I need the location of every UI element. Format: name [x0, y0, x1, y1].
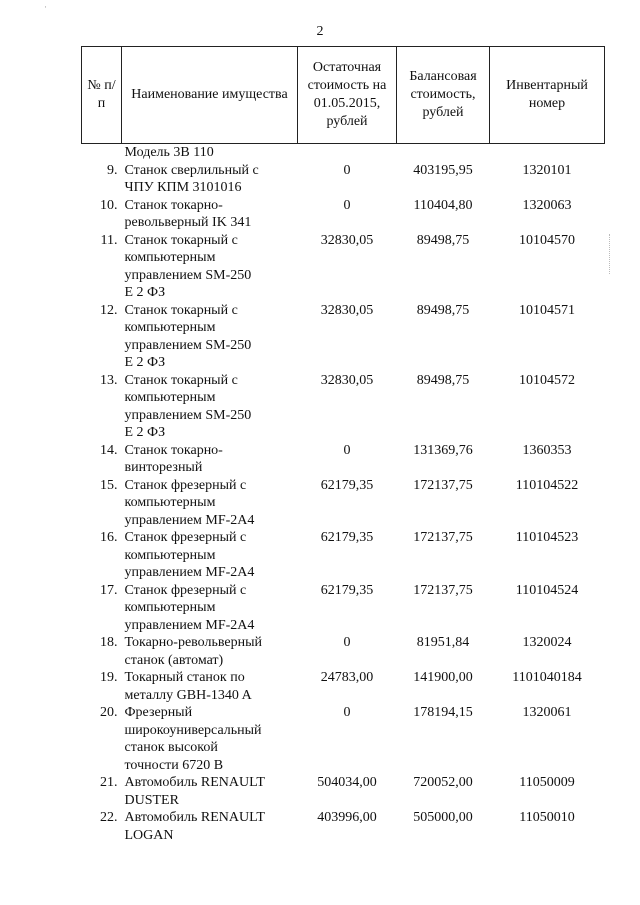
item-name: [122, 232, 298, 302]
table-row: [82, 774, 605, 809]
residual-value: 24783,00: [320, 670, 374, 685]
item-name-line: Станок фрезерный с: [124, 477, 247, 493]
row-number: 21.: [100, 775, 118, 790]
residual-value: 32830,05: [320, 372, 374, 388]
balance-value: 178194,15: [413, 705, 473, 720]
table-row: [82, 232, 605, 302]
inventory-number: 110104524: [515, 582, 579, 598]
item-name-line: Станок токарный с: [124, 232, 238, 248]
item-name-line: E 2 ФЗ: [124, 285, 166, 300]
row-number: 22.: [100, 810, 118, 825]
item-name-line: компьютерным: [124, 250, 216, 265]
balance-value: 141900,00: [413, 670, 473, 685]
balance-value: 89498,75: [416, 302, 470, 318]
item-name-line: управлением MF-2A4: [124, 512, 255, 528]
table-row: [82, 442, 605, 477]
balance-value: 172137,75: [413, 582, 473, 598]
item-name: [122, 529, 298, 582]
item-name-line: Станок фрезерный с: [124, 582, 247, 598]
residual-value: 0: [343, 635, 351, 650]
item-name-line: ЧПУ КПМ 3101016: [124, 180, 242, 195]
table-header-row: [82, 47, 605, 144]
balance-value: 89498,75: [416, 232, 470, 248]
inventory-number: 110104522: [515, 477, 579, 493]
residual-value: 62179,35: [320, 530, 374, 545]
residual-value: 403996,00: [317, 810, 377, 825]
inventory-table: [81, 46, 605, 844]
item-name-line: Автомобиль RENAULT: [124, 775, 265, 790]
balance-value: 720052,00: [413, 775, 473, 790]
item-name: [122, 582, 298, 635]
balance-value: 110404,80: [413, 197, 473, 213]
item-name-line: Станок токарный с: [124, 372, 238, 388]
item-name-line: Станок токарно-: [124, 197, 223, 213]
item-name-line: Станок сверлильный с: [124, 162, 259, 178]
scan-speck: ·: [44, 2, 47, 12]
item-name-line: компьютерным: [124, 320, 216, 335]
row-number: 11.: [100, 232, 118, 248]
residual-value: 32830,05: [320, 302, 374, 318]
table-container: [81, 46, 605, 844]
item-name-line: управлением MF-2A4: [124, 565, 255, 580]
balance-value: 403195,95: [413, 162, 473, 178]
item-name-line: компьютерным: [124, 390, 216, 405]
inventory-number: 10104571: [519, 302, 575, 318]
residual-value: 62179,35: [320, 477, 374, 493]
page-number: 2: [316, 24, 324, 39]
col-header-residual-value: Остаточная стоимость на 01.05.2015, рублей: [298, 47, 397, 144]
item-name: [122, 669, 298, 704]
balance-value: 172137,75: [413, 477, 473, 493]
item-name-line: револьверный IK 341: [124, 215, 252, 230]
item-name-line: управлением SM-250: [124, 267, 252, 283]
residual-value: 0: [343, 705, 351, 720]
inventory-number: 1320061: [522, 705, 572, 720]
inventory-number: 110104523: [515, 530, 579, 545]
col-header-balance-value: Балансовая стоимость, рублей: [397, 47, 490, 144]
inventory-number: 11050010: [519, 810, 575, 825]
item-name-line: Токарный станок по: [124, 670, 245, 685]
item-name-line: винторезный: [124, 460, 203, 475]
item-name: [122, 372, 298, 442]
item-name-line: станок (автомат): [124, 652, 224, 668]
inventory-number: 1320063: [522, 197, 572, 213]
item-name-line: Токарно-револьверный: [124, 635, 263, 650]
table-row: [82, 582, 605, 635]
residual-value: 0: [343, 197, 351, 213]
item-name: [122, 197, 298, 232]
col-header-number: № п/п: [82, 47, 122, 144]
balance-value: 505000,00: [413, 810, 473, 825]
item-name-line: E 2 ФЗ: [124, 355, 166, 370]
item-name-line: управлением SM-250: [124, 407, 252, 423]
row-number: 15.: [100, 477, 118, 493]
balance-value: 89498,75: [416, 372, 470, 388]
balance-value: 131369,76: [413, 442, 473, 458]
table-row: [82, 704, 605, 774]
item-name-line: E 2 ФЗ: [124, 425, 166, 440]
item-name-line: компьютерным: [124, 495, 216, 510]
item-name-line: металлу GBH-1340 A: [124, 687, 252, 703]
item-name: [122, 809, 298, 844]
row-number: 19.: [100, 670, 118, 685]
item-name-line: Фрезерный: [124, 705, 193, 720]
table-row: [82, 529, 605, 582]
inventory-number: 1101040184: [512, 670, 582, 685]
item-name-line: Станок токарно-: [124, 442, 223, 458]
table-row: [82, 372, 605, 442]
item-name: [122, 442, 298, 477]
table-row: [82, 302, 605, 372]
item-name-line: компьютерным: [124, 600, 216, 615]
row-number: 10.: [100, 197, 118, 213]
table-row: [82, 809, 605, 844]
item-name-line: DUSTER: [124, 792, 179, 808]
item-name-line: управлением MF-2A4: [124, 617, 255, 633]
item-name-line: широкоуниверсальный: [124, 722, 262, 738]
col-header-inventory-number: Инвентарный номер: [490, 47, 605, 144]
row-number: 18.: [100, 635, 118, 650]
residual-value: 0: [343, 162, 351, 178]
table-row: [82, 197, 605, 232]
item-name-line: LOGAN: [124, 827, 174, 843]
row-number: 9.: [107, 162, 118, 178]
item-name-line: Автомобиль RENAULT: [124, 810, 265, 825]
table-body: [82, 144, 605, 845]
inventory-number: 1320101: [522, 162, 572, 178]
residual-value: 62179,35: [320, 582, 374, 598]
col-header-name: Наименование имущества: [122, 47, 298, 144]
item-name: [122, 704, 298, 774]
item-name-line: управлением SM-250: [124, 337, 252, 353]
row-number: 14.: [100, 442, 118, 458]
item-name: [122, 302, 298, 372]
item-name: [122, 774, 298, 809]
inventory-number: 10104570: [519, 232, 575, 248]
scan-margin-marks: [609, 234, 612, 274]
residual-value: 504034,00: [317, 775, 377, 790]
residual-value: 32830,05: [320, 232, 374, 248]
table-row: [82, 162, 605, 197]
table-row: [82, 669, 605, 704]
continuation-text: Модель 3В 110: [124, 145, 214, 160]
row-number: 12.: [100, 302, 118, 318]
item-name-line: Станок токарный с: [124, 302, 238, 318]
row-number: 16.: [100, 530, 118, 545]
row-number: 13.: [100, 372, 118, 388]
item-name: [122, 162, 298, 197]
inventory-number: 10104572: [519, 372, 575, 388]
continuation-row: [82, 144, 605, 162]
balance-value: 172137,75: [413, 530, 473, 545]
item-name: [122, 634, 298, 669]
item-name-line: станок высокой: [124, 740, 218, 755]
table-row: [82, 477, 605, 530]
item-name-line: точности 6720 В: [124, 757, 224, 773]
table-row: [82, 634, 605, 669]
inventory-number: 1360353: [522, 442, 572, 458]
item-name-line: Станок фрезерный с: [124, 530, 247, 545]
item-name: [122, 477, 298, 530]
inventory-number: 1320024: [522, 635, 572, 650]
residual-value: 0: [343, 442, 351, 458]
item-name-line: компьютерным: [124, 547, 216, 563]
row-number: 17.: [100, 582, 118, 598]
inventory-number: 11050009: [519, 775, 575, 790]
row-number: 20.: [100, 705, 118, 720]
balance-value: 81951,84: [416, 635, 470, 650]
